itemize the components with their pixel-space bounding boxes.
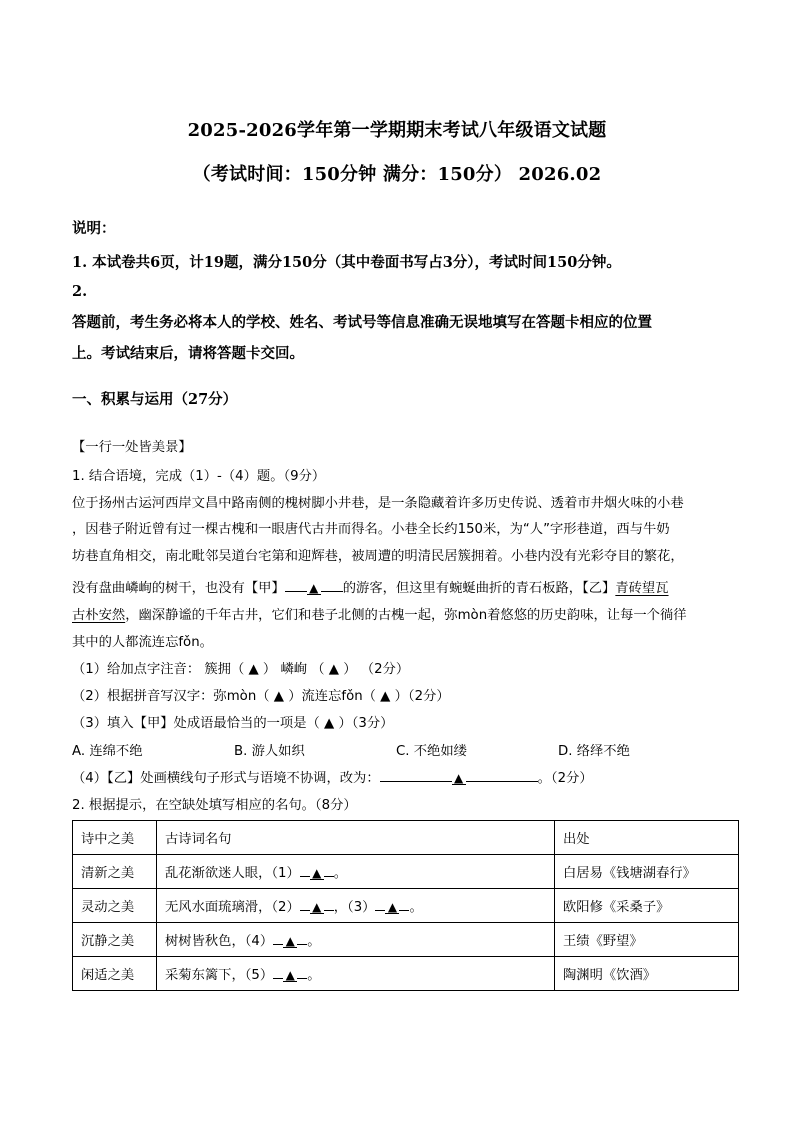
poem-line-text: 树树皆秋色，（4） [165, 934, 274, 949]
answer-blank[interactable] [321, 578, 343, 592]
passage-line-with-blank [72, 577, 669, 596]
poem-table [72, 820, 739, 991]
subquestion-4-text: （4）【乙】处画横线句子形式与语境不协调，改为： [72, 771, 380, 786]
poem-line-text: 采菊东篱下，（5） [165, 968, 274, 983]
poem-line-cell [157, 923, 555, 957]
underlined-sentence: 青砖望瓦 [615, 581, 669, 596]
answer-blank[interactable] [399, 897, 409, 911]
passage-line: 位于扬州古运河西岸文昌中路南侧的槐树脚小井巷，是一条隐藏着许多历史传说、透着市井烟火味的小巷 [72, 496, 684, 511]
subquestion-3: （3）填入【甲】处成语最恰当的一项是（ ▲ ）（3分） [72, 716, 394, 731]
beauty-cell: 灵动之美 [73, 889, 157, 923]
question-2-stem: 2. 根据提示，在空缺处填写相应的名句。（8分） [72, 798, 357, 813]
option-c: C. 不绝如缕 [396, 744, 467, 759]
triangle-marker-icon: ▲ [385, 900, 399, 914]
source-cell: 陶渊明《饮酒》 [555, 957, 739, 991]
table-row [73, 855, 739, 889]
table-row [73, 889, 739, 923]
answer-blank[interactable] [324, 897, 334, 911]
answer-blank[interactable] [324, 863, 334, 877]
question-1-stem: 1. 结合语境，完成（1）-（4）题。（9分） [72, 469, 326, 484]
poem-line-text: 。 [333, 866, 348, 881]
poem-line-text: 。 [409, 900, 423, 915]
answer-blank[interactable] [273, 965, 283, 979]
passage-line [72, 604, 687, 623]
beauty-cell: 沉静之美 [73, 923, 157, 957]
triangle-marker-icon: ▲ [310, 900, 324, 914]
poem-line-cell [157, 889, 555, 923]
table-header: 出处 [555, 821, 739, 855]
option-a: A. 连绵不绝 [72, 744, 143, 759]
answer-blank[interactable] [375, 897, 385, 911]
table-header-row [73, 821, 739, 855]
passage-text: 没有盘曲嶙峋的树干，也没有【甲】 [72, 581, 285, 596]
instruction-item-1: 1. 本试卷共6页，计19题，满分150分（其中卷面书写占3分），考试时间150分钟。 [72, 254, 621, 271]
poem-line-text: 。 [307, 934, 321, 949]
instruction-item-2-line-1: 答题前，考生务必将本人的学校、姓名、考试号等信息准确无误地填写在答题卡相应的位置 [72, 314, 652, 331]
option-d: D. 络绎不绝 [558, 744, 630, 759]
poem-line-text: 。 [307, 968, 321, 983]
topic-heading: 【一行一处皆美景】 [72, 440, 192, 455]
answer-blank[interactable] [380, 768, 452, 782]
answer-blank[interactable] [297, 931, 307, 945]
table-header: 古诗词名句 [157, 821, 555, 855]
triangle-marker-icon: ▲ [452, 771, 466, 785]
instruction-item-2-number: 2. [72, 283, 88, 300]
poem-line-text: 无风水面琉璃滑，（2） [165, 900, 300, 915]
subquestion-1: （1）给加点字注音： 簇拥（ ▲ ） 嶙峋 （ ▲ ） （2分） [72, 662, 410, 677]
source-cell: 欧阳修《采桑子》 [555, 889, 739, 923]
poem-line-cell [157, 957, 555, 991]
answer-blank[interactable] [285, 578, 307, 592]
exam-title: 2025-2026学年第一学期期末考试八年级语文试题 [187, 120, 607, 141]
poem-line-text: ，（3） [333, 900, 376, 915]
subquestion-4 [72, 767, 593, 786]
table-header: 诗中之美 [73, 821, 157, 855]
table-row [73, 923, 739, 957]
answer-blank[interactable] [300, 897, 310, 911]
subquestion-4-score: 。（2分） [537, 771, 593, 786]
source-cell: 王绩《野望》 [555, 923, 739, 957]
instructions-heading: 说明： [72, 220, 116, 237]
table-row [73, 957, 739, 991]
answer-blank[interactable] [297, 965, 307, 979]
exam-subtitle: （考试时间：150分钟 满分：150分） 2026.02 [192, 164, 602, 185]
poem-line-cell [157, 855, 555, 889]
option-b: B. 游人如织 [234, 744, 305, 759]
answer-blank[interactable] [300, 863, 310, 877]
passage-text: ，幽深静谧的千年古井，它们和巷子北侧的古槐一起，弥mòn着悠悠的历史韵味，让每一个徜徉 [125, 608, 687, 623]
beauty-cell: 闲适之美 [73, 957, 157, 991]
beauty-cell: 清新之美 [73, 855, 157, 889]
instruction-item-2-line-2: 上。考试结束后，请将答题卡交回。 [72, 345, 304, 362]
subquestion-2: （2）根据拼音写汉字：弥mòn（ ▲ ）流连忘fǒn（ ▲ ）（2分） [72, 689, 450, 704]
triangle-marker-icon: ▲ [307, 581, 321, 595]
passage-text: 的游客，但这里有蜿蜒曲折的青石板路，【乙】 [342, 581, 616, 596]
answer-blank[interactable] [273, 931, 283, 945]
passage-line: 其中的人都流连忘fǒn。 [72, 635, 213, 650]
passage-line: 坊巷直角相交，南北毗邻吴道台宅第和迎辉巷，被周遭的明清民居簇拥着。小巷内没有光彩夺目的繁花， [72, 549, 684, 564]
section-heading: 一、积累与运用（27分） [72, 391, 238, 408]
triangle-marker-icon: ▲ [310, 866, 324, 880]
triangle-marker-icon: ▲ [283, 968, 297, 982]
passage-line: ，因巷子附近曾有过一棵古槐和一眼唐代古井而得名。小巷全长约150米，为“人”字形巷道，西与牛奶 [72, 522, 670, 537]
answer-blank[interactable] [466, 768, 538, 782]
poem-line-text: 乱花渐欲迷人眼，（1） [165, 866, 300, 881]
underlined-sentence: 古朴安然 [72, 608, 126, 623]
triangle-marker-icon: ▲ [283, 934, 297, 948]
source-cell: 白居易《钱塘湖春行》 [555, 855, 739, 889]
